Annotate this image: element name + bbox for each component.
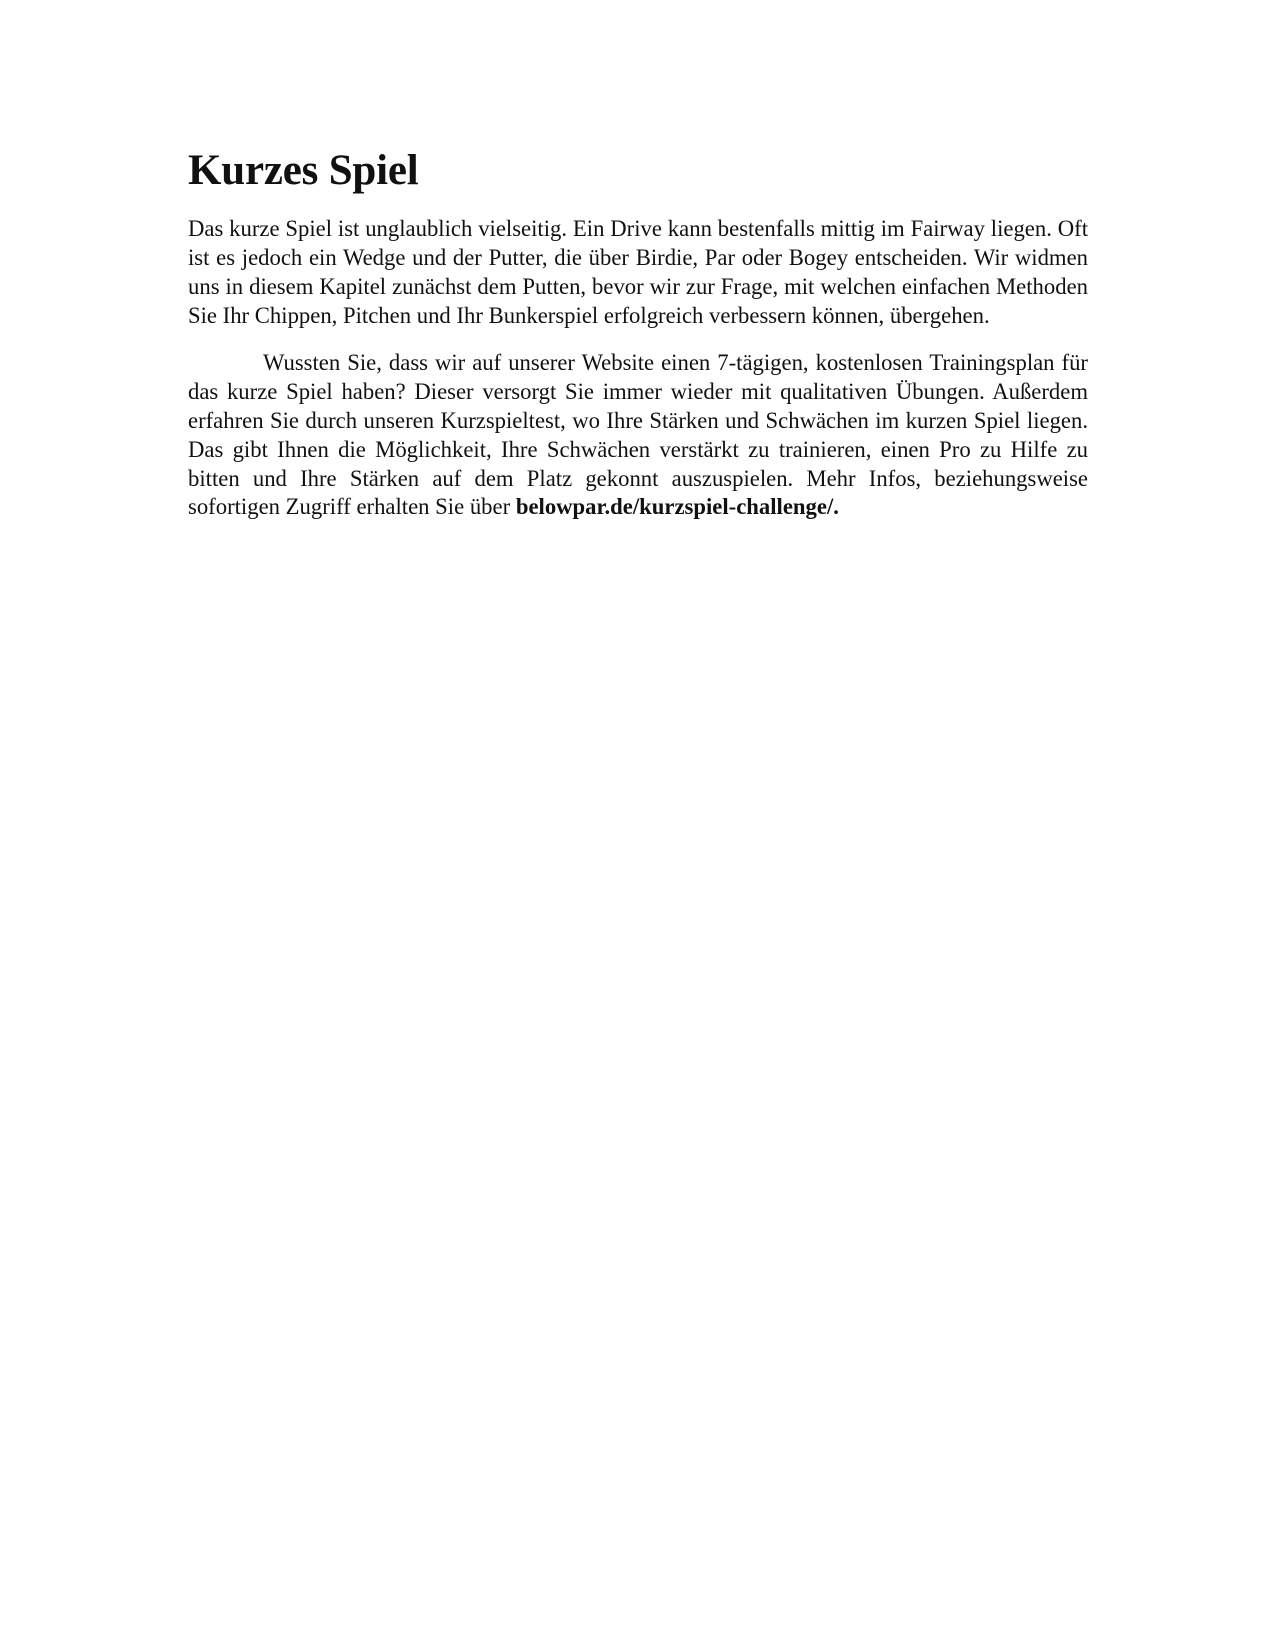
website-link-text: belowpar.de/kurzspiel-challenge/. (515, 494, 839, 520)
intro-paragraph: Das kurze Spiel ist unglaublich vielseitig. Ein Drive kann bestenfalls mittig im Fairway liegen. Oft ist es jedoch ein Wedge und der Putter, die über Birdie, Par oder Bogey entscheiden. Wir widmen uns in diesem Kapitel zunächst dem Putten, bevor wir zur Frage, mit welchen einfachen Methoden Sie Ihr Chippen, Pitchen und Ihr Bunkerspiel erfolgreich verbessern können, übergehen. (188, 216, 1088, 328)
document-content (188, 148, 1088, 522)
page-title: Kurzes Spiel (188, 147, 419, 194)
training-plan-text: Wussten Sie, dass wir auf unserer Website einen 7-tägigen, kostenlosen Trainingsplan für das kurze Spiel haben? Dieser versorgt Sie immer wieder mit qualitativen Übungen. Außerdem erfahren Sie durch unseren Kurzspieltest, wo Ihre Stärken und Schwächen im kurzen Spiel liegen. Das gibt Ihnen die Möglichkeit, Ihre Schwächen verstärkt zu trainieren, einen Pro zu Hilfe zu bitten und Ihre Stärken auf dem Platz gekonnt auszuspielen. Mehr Infos, beziehungsweise sofortigen Zugriff erhalten Sie über (188, 350, 1088, 520)
training-plan-paragraph (188, 349, 1088, 522)
